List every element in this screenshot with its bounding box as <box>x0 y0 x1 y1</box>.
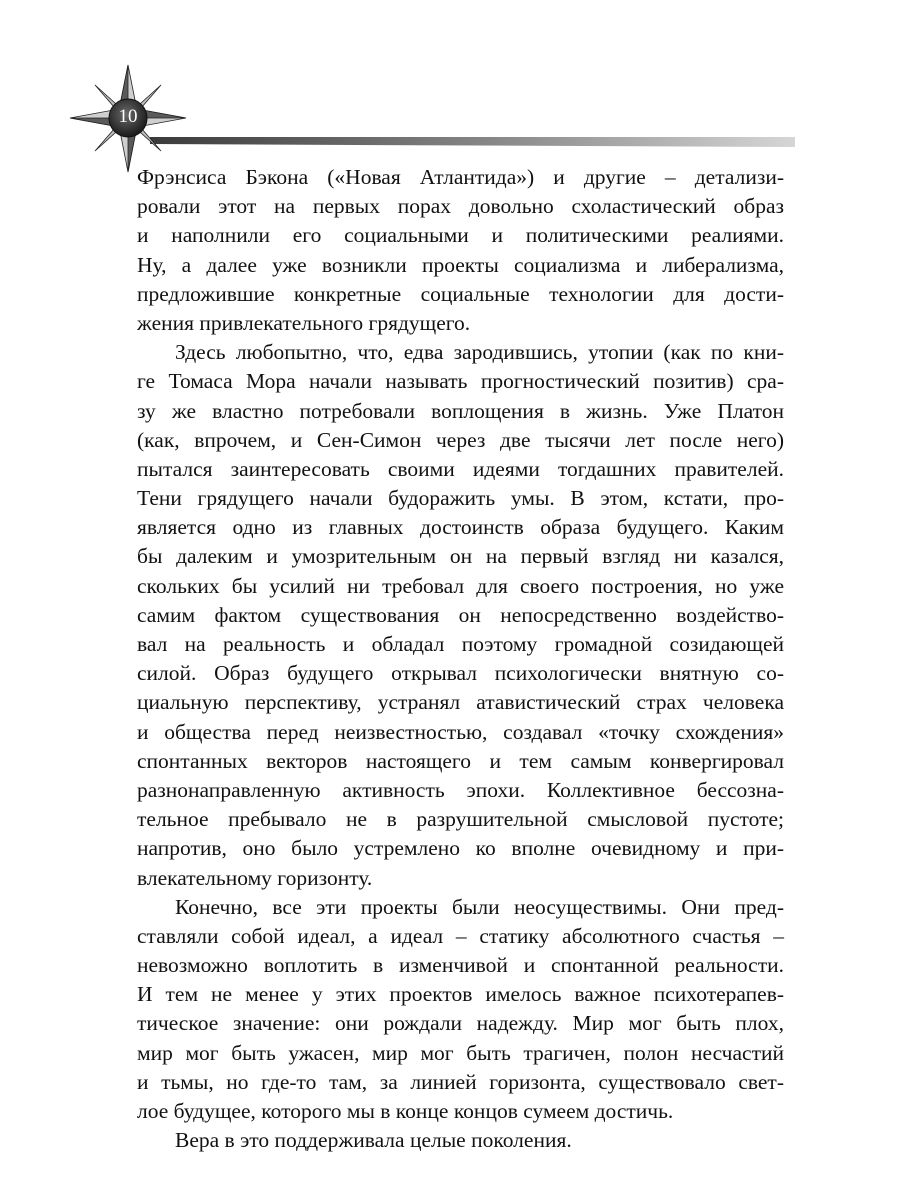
text-line: тическое значение: они рождали надежду. Мир мог быть плох, <box>137 1011 784 1036</box>
text-line: Тени грядущего начали будоражить умы. В этом, кстати, про- <box>137 486 784 511</box>
text-line: циальную перспективу, устранял атавистический страх человека <box>137 690 784 715</box>
body-text <box>137 163 784 1155</box>
text-line: зу же властно потребовали воплощения в жизнь. Уже Платон <box>137 398 784 423</box>
text-line: И тем не менее у этих проектов имелось важное психотерапев- <box>137 982 784 1007</box>
text-line: скольких бы усилий ни требовал для своего построения, но уже <box>137 573 784 598</box>
header-rule <box>150 137 795 147</box>
page-number: 10 <box>118 106 138 127</box>
text-line: вал на реальность и обладал поэтому громадной созидающей <box>137 632 784 656</box>
text-line: мир мог быть ужасен, мир мог быть трагичен, полон несчастий <box>137 1040 784 1065</box>
text-line: Фрэнсиса Бэкона («Новая Атлантида») и другие – детализи- <box>137 165 784 189</box>
page-header <box>0 0 900 180</box>
text-line: Конечно, все эти проекты были неосуществимы. Они пред- <box>175 894 784 919</box>
text-line: (как, впрочем, и Сен-Симон через две тысячи лет после него) <box>137 427 784 452</box>
text-line: влекательному горизонту. <box>137 865 373 890</box>
text-line: ровали этот на первых порах довольно схоластический образ <box>137 194 784 219</box>
text-line: жения привлекательного грядущего. <box>137 310 471 335</box>
text-line: тельное пребывало не в разрушительной смысловой пустоте; <box>137 807 784 832</box>
text-line: Вера в это поддерживала целые поколения. <box>175 1128 572 1153</box>
text-line: самим фактом существования он непосредственно воздейство- <box>137 602 784 627</box>
text-line: силой. Образ будущего открывал психологически внятную со- <box>137 661 784 686</box>
text-line: напротив, оно было устремлено ко вполне очевидному и при- <box>137 836 784 861</box>
text-line: ставляли собой идеал, а идеал – статику абсолютного счастья – <box>137 923 784 948</box>
text-line: лое будущее, которого мы в конце концов сумеем достичь. <box>137 1099 674 1123</box>
text-line: спонтанных векторов настоящего и тем самым конвергировал <box>137 748 784 773</box>
text-line: пытался заинтересовать своими идеями тогдашних правителей. <box>137 456 784 481</box>
text-line: и общества перед неизвестностью, создавал «точку схождения» <box>137 719 784 744</box>
text-line: бы далеким и умозрительным он на первый взгляд ни казался, <box>137 544 784 569</box>
text-line: является одно из главных достоинств образа будущего. Каким <box>137 515 784 540</box>
text-line: невозможно воплотить в изменчивой и спонтанной реальности. <box>137 953 784 978</box>
text-line: и тьмы, но где-то там, за линией горизонта, существовало свет- <box>137 1069 784 1094</box>
text-line: ге Томаса Мора начали называть прогностический позитив) сра- <box>137 369 784 394</box>
compass-star-icon <box>0 0 900 180</box>
text-line: Здесь любопытно, что, едва зародившись, утопии (как по кни- <box>175 340 784 365</box>
text-line: предложившие конкретные социальные технологии для дости- <box>137 281 784 306</box>
text-line: Ну, а далее уже возникли проекты социализма и либерализма, <box>137 252 784 277</box>
text-line: и наполнили его социальными и политическими реалиями. <box>137 223 784 248</box>
text-line: разнонаправленную активность эпохи. Коллективное бессозна- <box>137 777 784 802</box>
